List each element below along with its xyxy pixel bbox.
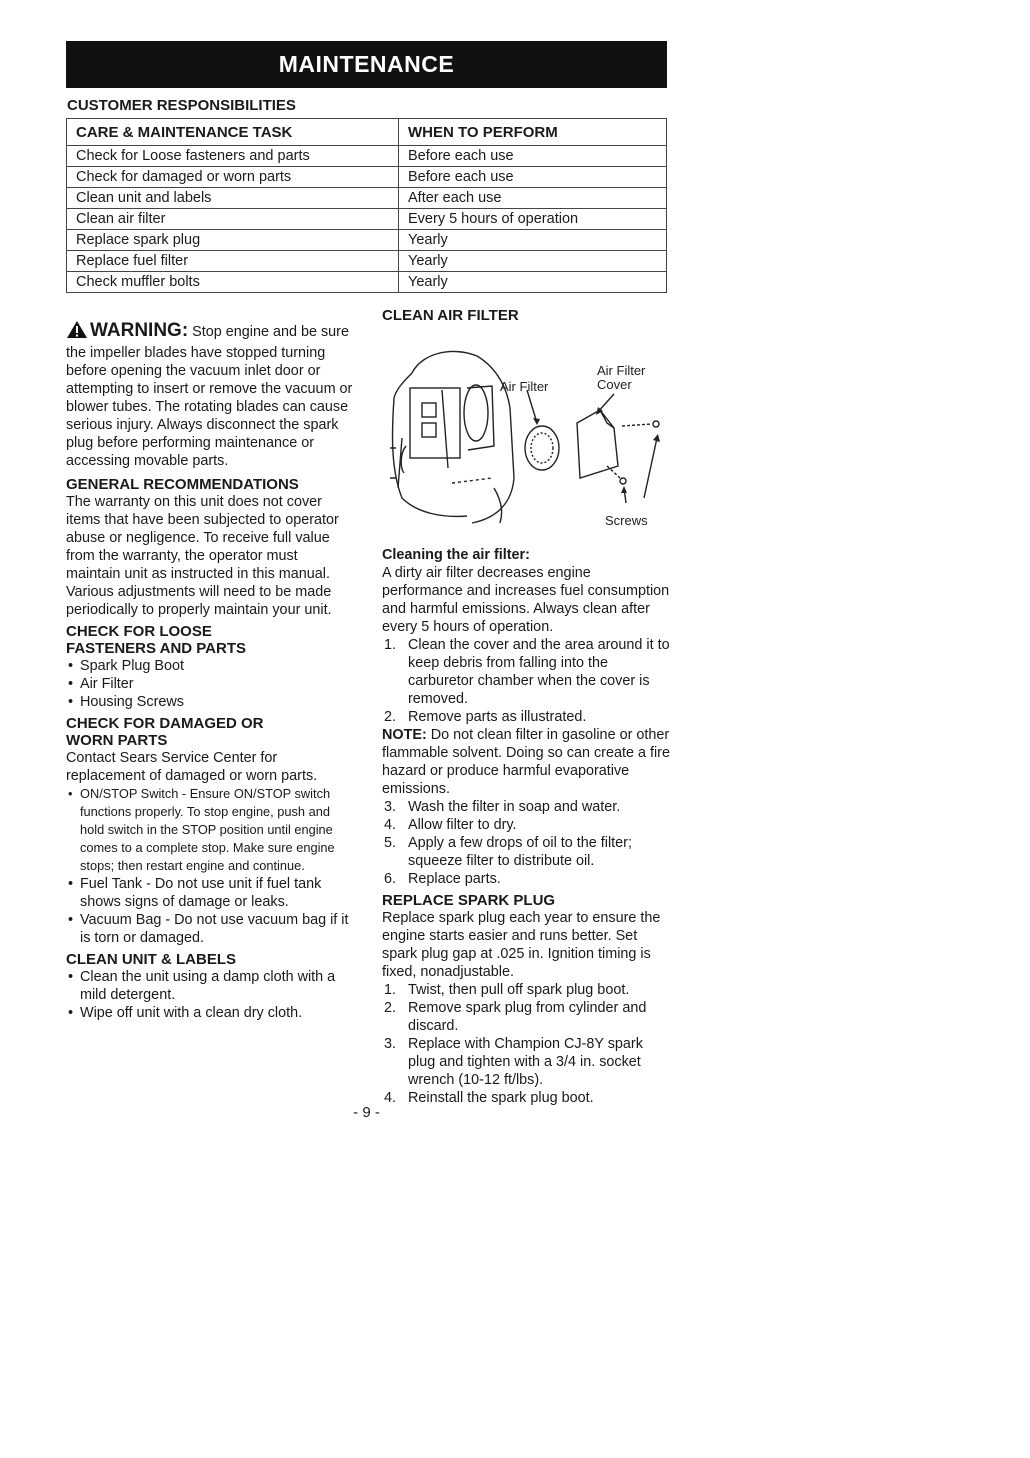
check-loose-heading-line2: FASTENERS AND PARTS [66, 640, 247, 657]
list-item: • Clean the unit using a damp cloth with a mild detergent. [66, 968, 356, 1004]
step-text: Remove parts as illustrated. [408, 709, 587, 725]
step-number: 6. [384, 871, 397, 887]
check-loose-heading-line1: CHECK FOR LOOSE [66, 623, 212, 640]
clean-unit-list [66, 968, 356, 1022]
list-item: • Wipe off unit with a clean dry cloth. [66, 1004, 356, 1022]
right-column [382, 307, 670, 1107]
task-cell: Check muffler bolts [67, 272, 399, 293]
when-cell: Every 5 hours of operation [399, 209, 667, 230]
step-text: Wash the filter in soap and water. [408, 799, 621, 815]
clean-air-filter-heading: CLEAN AIR FILTER [382, 307, 519, 324]
step-text: Replace with Champion CJ-8Y spark plug and tighten with a 3/4 in. socket wrench (10-12 ft/lbs). [408, 1036, 643, 1088]
check-damaged-heading-line1: CHECK FOR DAMAGED OR [66, 715, 264, 732]
step-number: 2. [384, 709, 397, 725]
table-row [67, 188, 667, 209]
check-damaged-intro: Contact Sears Service Center for replacement of damaged or worn parts. [66, 750, 318, 784]
list-item: • Spark Plug Boot [66, 657, 356, 675]
list-item [382, 999, 670, 1035]
page-title: MAINTENANCE [278, 51, 455, 77]
step-text: Clean the cover and the area around it to keep debris from falling into the carburetor chamber when the cover is removed. [408, 637, 670, 707]
step-number: 4. [384, 1090, 397, 1106]
maintenance-schedule-table [66, 118, 667, 293]
step-text: Allow filter to dry. [408, 817, 517, 833]
list-item [382, 636, 670, 708]
customer-responsibilities-heading: CUSTOMER RESPONSIBILITIES [67, 97, 296, 114]
step-number: 4. [384, 817, 397, 833]
figure-label-cover-line1: Air Filter [597, 363, 646, 378]
general-recommendations-text: The warranty on this unit does not cover items that have been subjected to operator abuse or negligence. To receive full value from the warranty, the operator must maintain unit as instructed in this manual. Various adjustments will need to be made periodically to properly maintain your unit. [66, 494, 339, 618]
warning-block [66, 320, 356, 470]
air-filter-steps-a [382, 636, 670, 726]
figure-label-screws: Screws [605, 513, 648, 528]
table-row [67, 251, 667, 272]
air-filter-illustration [382, 328, 670, 528]
blower-engine-drawing [382, 328, 670, 528]
step-number: 1. [384, 637, 397, 653]
page-number: - 9 - [353, 1104, 380, 1121]
figure-label-air-filter: Air Filter [500, 379, 549, 394]
step-text: Twist, then pull off spark plug boot. [408, 982, 630, 998]
general-recommendations-heading: GENERAL RECOMMENDATIONS [66, 476, 299, 493]
column-header-task: CARE & MAINTENANCE TASK [67, 119, 399, 146]
table-row [67, 209, 667, 230]
list-item [382, 834, 670, 870]
figure-label-cover-line2: Cover [597, 377, 632, 392]
task-cell: Check for damaged or worn parts [67, 167, 399, 188]
replace-spark-plug-text: Replace spark plug each year to ensure the engine starts easier and runs better. Set spark plug gap at .025 in. Ignition timing is fixed, nonadjustable. [382, 910, 661, 980]
list-item: • Air Filter [66, 675, 356, 693]
spark-plug-steps [382, 981, 670, 1107]
note-text: Do not clean filter in gasoline or other flammable solvent. Doing so can create a fire hazard or produce harmful evaporative emissions. [382, 727, 670, 797]
list-item [382, 981, 670, 999]
step-text: Apply a few drops of oil to the filter; squeeze filter to distribute oil. [408, 835, 632, 869]
task-cell: Check for Loose fasteners and parts [67, 146, 399, 167]
list-item [382, 1035, 670, 1089]
when-cell: Before each use [399, 146, 667, 167]
table-row [67, 146, 667, 167]
task-cell: Replace spark plug [67, 230, 399, 251]
step-text: Replace parts. [408, 871, 501, 887]
list-item [382, 708, 670, 726]
warning-text: Stop engine and be sure the impeller blades have stopped turning before opening the vacuum inlet door or attempting to insert or remove the vacuum or blower tubes. The rotating blades can cause serious injury. Always disconnect the spark plug before performing maintenance or accessing movable parts. [66, 324, 353, 469]
list-item: • Fuel Tank - Do not use unit if fuel tank shows signs of damage or leaks. [66, 875, 356, 911]
cleaning-air-filter-text: A dirty air filter decreases engine performance and increases fuel consumption and harmful emissions. Always clean after every 5 hours of operation. [382, 565, 670, 635]
step-number: 2. [384, 1000, 397, 1016]
when-cell: Before each use [399, 167, 667, 188]
when-cell: Yearly [399, 272, 667, 293]
list-item: • Vacuum Bag - Do not use vacuum bag if it is torn or damaged. [66, 911, 356, 947]
table-row [67, 167, 667, 188]
step-number: 3. [384, 799, 397, 815]
check-damaged-heading-line2: WORN PARTS [66, 732, 168, 749]
table-row [67, 230, 667, 251]
damaged-parts-list [66, 785, 356, 947]
task-cell: Replace fuel filter [67, 251, 399, 272]
page-title-banner [66, 41, 667, 88]
task-cell: Clean air filter [67, 209, 399, 230]
when-cell: After each use [399, 188, 667, 209]
list-item [382, 816, 670, 834]
column-header-when: WHEN TO PERFORM [399, 119, 667, 146]
replace-spark-plug-heading: REPLACE SPARK PLUG [382, 892, 556, 909]
step-text: Remove spark plug from cylinder and discard. [408, 1000, 647, 1034]
step-number: 5. [384, 835, 397, 851]
warning-label: WARNING: [90, 320, 189, 341]
step-number: 1. [384, 982, 397, 998]
step-number: 3. [384, 1036, 397, 1052]
table-row [67, 272, 667, 293]
clean-unit-heading: CLEAN UNIT & LABELS [66, 951, 236, 968]
cleaning-air-filter-subheading: Cleaning the air filter: [382, 547, 530, 563]
list-item [382, 870, 670, 888]
warning-triangle-icon [66, 320, 88, 344]
note-label: NOTE: [382, 727, 427, 743]
task-cell: Clean unit and labels [67, 188, 399, 209]
note-paragraph [382, 726, 670, 798]
loose-parts-list [66, 657, 356, 711]
left-column [66, 320, 356, 1022]
step-text: Reinstall the spark plug boot. [408, 1090, 594, 1106]
list-item [382, 798, 670, 816]
when-cell: Yearly [399, 230, 667, 251]
list-item: • Housing Screws [66, 693, 356, 711]
table-header-row [67, 119, 667, 146]
list-item: • ON/STOP Switch - Ensure ON/STOP switch functions properly. To stop engine, push and hold switch in the STOP position until engine comes to a complete stop. Make sure engine stops; then restart engine and continue. [66, 785, 356, 875]
when-cell: Yearly [399, 251, 667, 272]
air-filter-steps-b [382, 798, 670, 888]
